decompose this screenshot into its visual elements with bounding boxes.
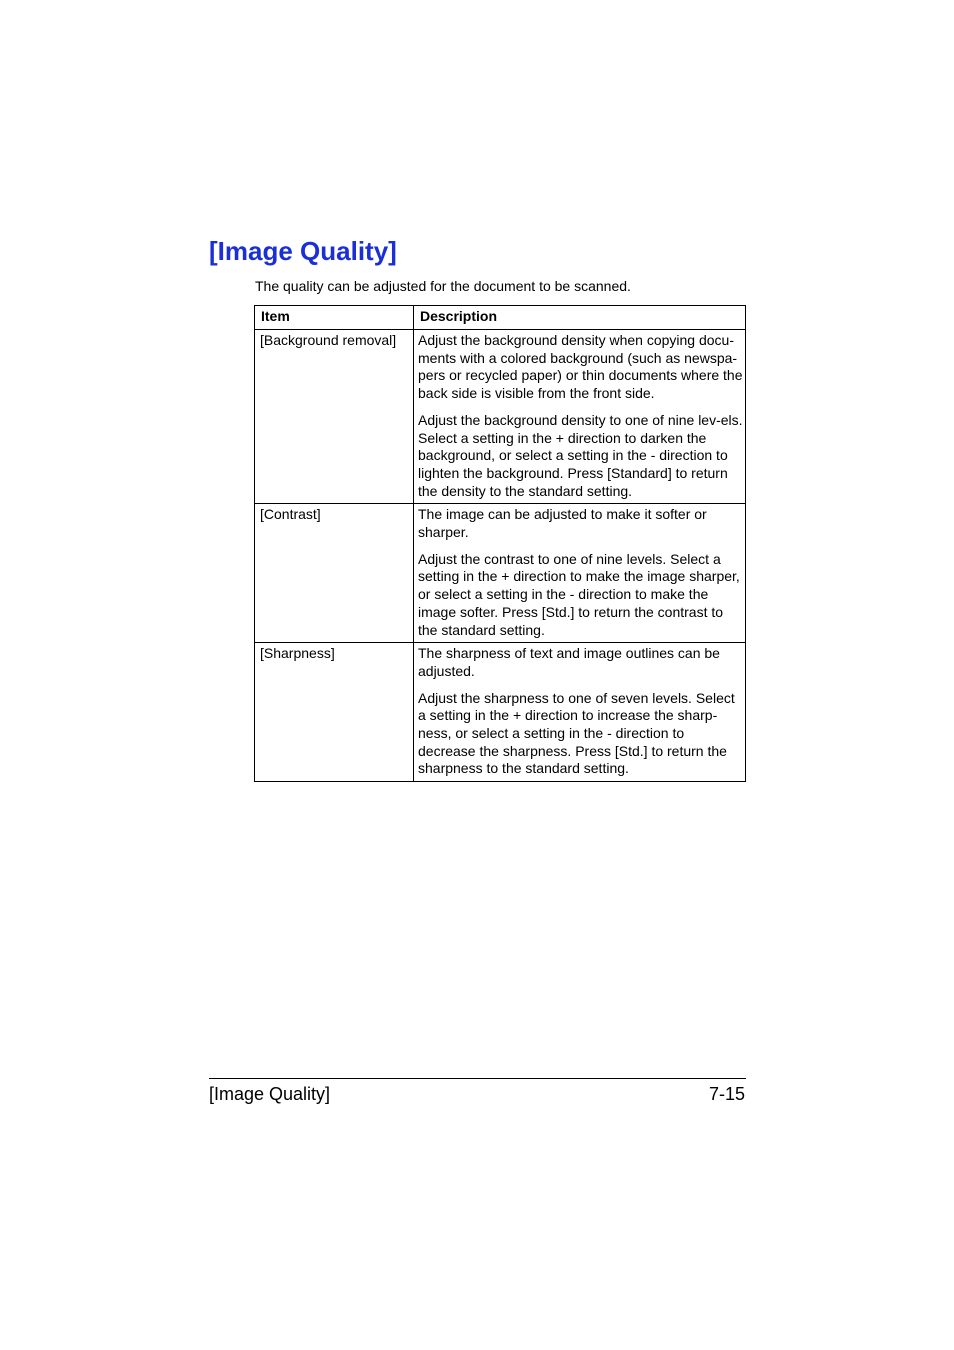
image-quality-table xyxy=(254,305,746,782)
table-row xyxy=(255,504,746,643)
row-description-background-removal xyxy=(414,330,746,504)
footer-section-title: [Image Quality] xyxy=(209,1084,331,1104)
row-description-contrast xyxy=(414,504,746,643)
description-paragraph: Adjust the background density to one of nine lev-els. Select a setting in the + direction to darken the background, or select a setting in the - direction to lighten the background. Press [Standard] to return the density to the standard setting. xyxy=(418,411,743,499)
description-paragraph: The image can be adjusted to make it softer or sharper. xyxy=(418,506,707,541)
description-paragraph: Adjust the contrast to one of nine levels. Select a setting in the + direction to make the image sharper, or select a setting in the - direction to make the image softer. Press [Std.] to return the contrast to the standard setting. xyxy=(418,550,740,638)
row-description-sharpness xyxy=(414,643,746,782)
intro-text: The quality can be adjusted for the document to be scanned. xyxy=(255,278,631,294)
table-header-row xyxy=(255,306,746,330)
column-header-item: Item xyxy=(255,306,414,330)
footer-page-number: 7-15 xyxy=(708,1084,745,1104)
row-item-background-removal: [Background removal] xyxy=(255,330,414,504)
description-paragraph: Adjust the background density when copying docu-ments with a colored background (such as newspa-pers or recycled paper) or thin documents where the back side is visible from the front side. xyxy=(418,332,743,402)
description-paragraph: Adjust the sharpness to one of seven levels. Select a setting in the + direction to increase the sharp-ness, or select a setting in the - direction to decrease the sharpness. Press [Std.] to return the sharpness to the standard setting. xyxy=(418,689,735,777)
row-item-contrast: [Contrast] xyxy=(255,504,414,643)
page-title: [Image Quality] xyxy=(209,236,397,266)
table-row xyxy=(255,330,746,504)
description-paragraph: The sharpness of text and image outlines can be adjusted. xyxy=(418,645,720,679)
table-row xyxy=(255,643,746,782)
row-item-sharpness: [Sharpness] xyxy=(255,643,414,782)
column-header-description: Description xyxy=(414,306,746,330)
footer-divider xyxy=(209,1078,746,1079)
